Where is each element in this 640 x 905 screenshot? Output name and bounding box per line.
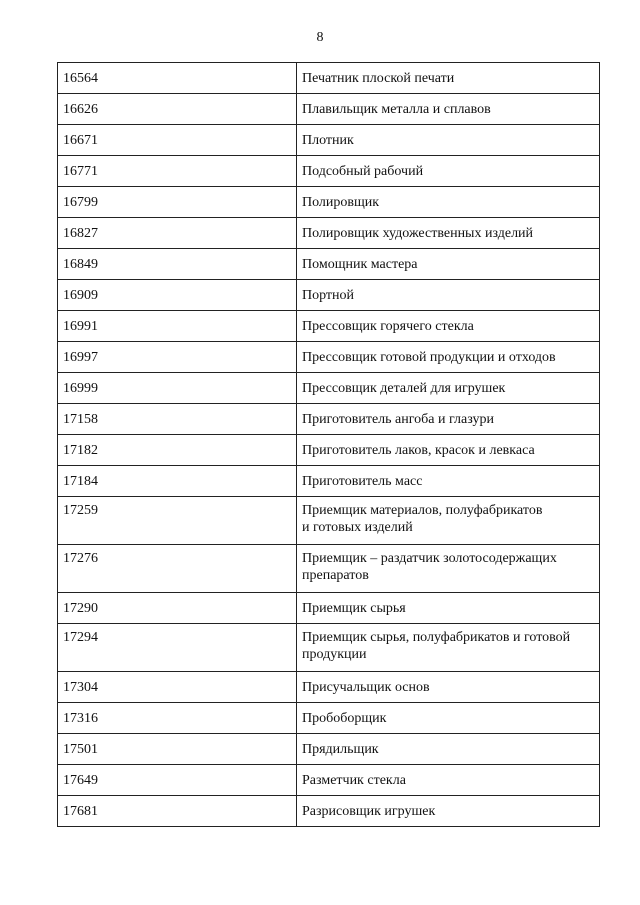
table-row (58, 497, 600, 545)
profession-name-line: Разметчик стекла (302, 773, 406, 788)
code-text: 16626 (63, 102, 98, 117)
profession-name-line: Полировщик (302, 195, 380, 210)
code-text: 17304 (63, 680, 98, 695)
code-text: 16991 (63, 319, 98, 334)
code-cell (58, 218, 297, 249)
code-cell (58, 94, 297, 125)
profession-name-cell (297, 734, 600, 765)
code-cell (58, 593, 297, 624)
table-row (58, 466, 600, 497)
code-cell (58, 734, 297, 765)
code-cell (58, 311, 297, 342)
table-row (58, 765, 600, 796)
code-text: 17681 (63, 804, 98, 819)
profession-name-line: Разрисовщик игрушек (302, 804, 436, 819)
profession-name-cell (297, 63, 600, 94)
profession-name-line: Приготовитель лаков, красок и левкаса (302, 443, 535, 458)
profession-name-cell (297, 796, 600, 827)
code-text: 16564 (63, 71, 98, 86)
profession-name-line: Прессовщик горячего стекла (302, 319, 474, 334)
code-cell (58, 796, 297, 827)
code-cell (58, 466, 297, 497)
profession-name-line: препаратов (302, 568, 369, 583)
profession-name-line: Помощник мастера (302, 257, 418, 272)
profession-name-line: Пробоборщик (302, 711, 387, 726)
table-row (58, 796, 600, 827)
profession-name-line: Полировщик художественных изделий (302, 226, 534, 241)
profession-name-cell (297, 435, 600, 466)
table-row (58, 545, 600, 593)
profession-name-line: продукции (302, 647, 367, 662)
profession-name-cell (297, 545, 600, 593)
table-row (58, 593, 600, 624)
profession-name-line: Печатник плоской печати (302, 71, 455, 86)
code-text: 17184 (63, 474, 98, 489)
profession-name-cell (297, 311, 600, 342)
profession-name-cell (297, 497, 600, 545)
code-text: 16771 (63, 164, 98, 179)
code-cell (58, 624, 297, 672)
profession-name-line: Приемщик сырья (302, 601, 406, 616)
table-row (58, 342, 600, 373)
code-text: 16827 (63, 226, 98, 241)
code-cell (58, 249, 297, 280)
table-row (58, 63, 600, 94)
profession-name-cell (297, 156, 600, 187)
code-cell (58, 765, 297, 796)
table-row (58, 218, 600, 249)
profession-codes-table (57, 62, 600, 827)
code-cell (58, 156, 297, 187)
code-text: 16909 (63, 288, 98, 303)
profession-name-cell (297, 624, 600, 672)
profession-name-line: Плотник (302, 133, 354, 148)
profession-name-line: Подсобный рабочий (302, 164, 424, 179)
profession-name-line: Приготовитель масс (302, 474, 423, 489)
profession-name-line: Приемщик сырья, полуфабрикатов и готовой (302, 630, 571, 645)
code-cell (58, 497, 297, 545)
profession-name-cell (297, 404, 600, 435)
table-row (58, 249, 600, 280)
profession-name-line: Портной (302, 288, 355, 303)
code-text: 17316 (63, 711, 98, 726)
code-text: 17649 (63, 773, 98, 788)
profession-name-cell (297, 373, 600, 404)
table-row (58, 624, 600, 672)
code-cell (58, 187, 297, 218)
table-row (58, 734, 600, 765)
page-number: 8 (316, 30, 324, 45)
table-row (58, 404, 600, 435)
profession-name-cell (297, 125, 600, 156)
table-row (58, 280, 600, 311)
code-cell (58, 672, 297, 703)
code-text: 16799 (63, 195, 98, 210)
profession-name-cell (297, 593, 600, 624)
profession-name-cell (297, 249, 600, 280)
code-cell (58, 545, 297, 593)
code-cell (58, 404, 297, 435)
profession-name-line: Присучальщик основ (302, 680, 430, 695)
code-text: 17259 (63, 503, 98, 518)
profession-name-line: Прядильщик (302, 742, 379, 757)
code-cell (58, 342, 297, 373)
code-cell (58, 373, 297, 404)
code-text: 16997 (63, 350, 98, 365)
code-cell (58, 125, 297, 156)
table-row (58, 187, 600, 218)
code-cell (58, 63, 297, 94)
table-row (58, 125, 600, 156)
code-text: 17501 (63, 742, 98, 757)
code-cell (58, 435, 297, 466)
profession-name-cell (297, 703, 600, 734)
code-cell (58, 280, 297, 311)
profession-name-line: Прессовщик готовой продукции и отходов (302, 350, 556, 365)
code-text: 17276 (63, 551, 98, 566)
table-row (58, 156, 600, 187)
code-text: 16999 (63, 381, 98, 396)
profession-name-cell (297, 466, 600, 497)
profession-name-cell (297, 342, 600, 373)
profession-name-line: и готовых изделий (302, 520, 413, 535)
profession-name-cell (297, 280, 600, 311)
code-text: 17290 (63, 601, 98, 616)
table-row (58, 311, 600, 342)
code-cell (58, 703, 297, 734)
profession-name-line: Приемщик материалов, полуфабрикатов (302, 503, 543, 518)
profession-name-cell (297, 94, 600, 125)
profession-name-line: Приготовитель ангоба и глазури (302, 412, 494, 427)
code-text: 17294 (63, 630, 98, 645)
table-row (58, 435, 600, 466)
table-body (58, 63, 600, 827)
profession-name-cell (297, 187, 600, 218)
table-row (58, 94, 600, 125)
table-row (58, 373, 600, 404)
profession-name-line: Приемщик – раздатчик золотосодержащих (302, 551, 557, 566)
code-text: 17182 (63, 443, 98, 458)
profession-name-cell (297, 672, 600, 703)
profession-name-cell (297, 218, 600, 249)
code-text: 16671 (63, 133, 98, 148)
table-row (58, 672, 600, 703)
table-row (58, 703, 600, 734)
profession-name-line: Прессовщик деталей для игрушек (302, 381, 506, 396)
profession-name-line: Плавильщик металла и сплавов (302, 102, 491, 117)
code-text: 17158 (63, 412, 98, 427)
profession-name-cell (297, 765, 600, 796)
code-text: 16849 (63, 257, 98, 272)
